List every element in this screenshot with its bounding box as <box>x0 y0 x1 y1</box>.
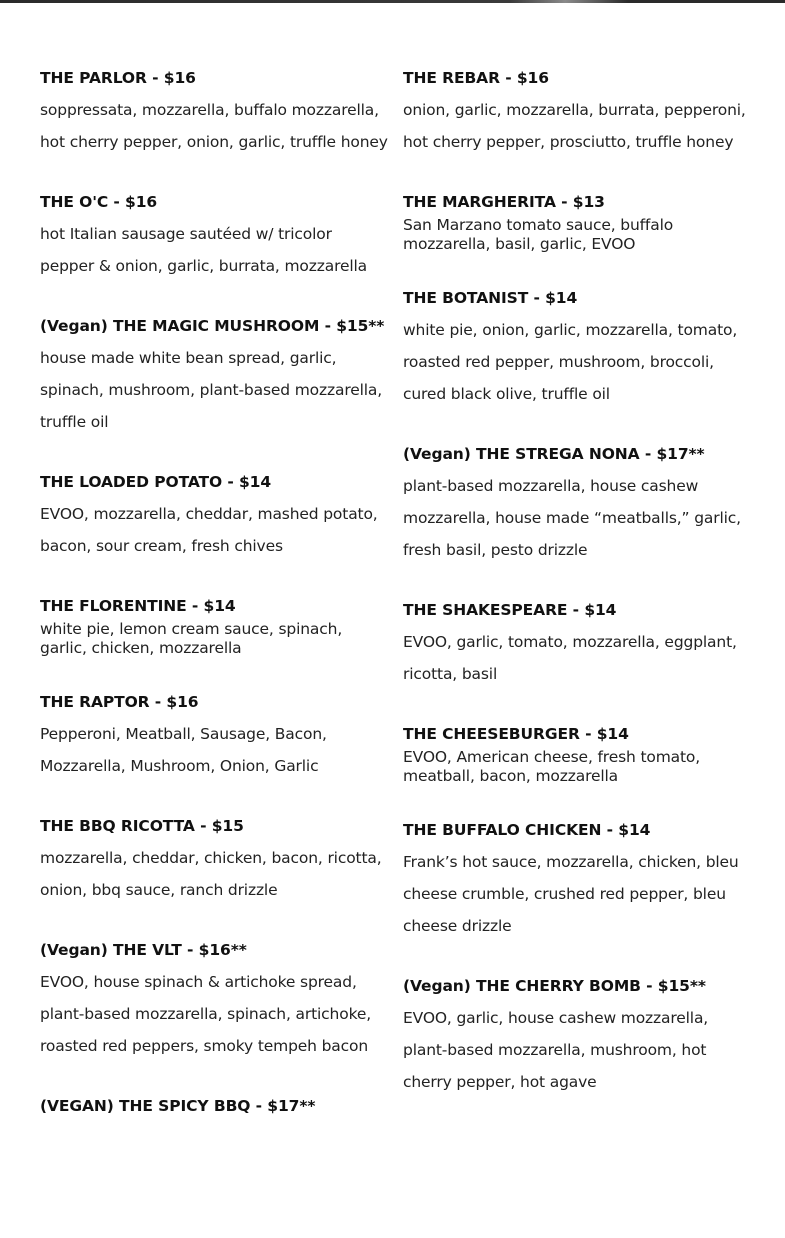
menu-item-name: (Vegan) THE STREGA NONA - $17** <box>403 445 705 463</box>
menu-item-description: EVOO, mozzarella, cheddar, mashed potato, bacon, sour cream, fresh chives <box>40 505 378 555</box>
menu-item-description: onion, garlic, mozzarella, burrata, pepperoni, hot cherry pepper, prosciutto, truffle honey <box>403 101 746 151</box>
menu-item-name: THE SHAKESPEARE - $14 <box>403 601 617 619</box>
menu-item-description: San Marzano tomato sauce, buffalo mozzarella, basil, garlic, EVOO <box>403 216 674 253</box>
menu-item-description: Pepperoni, Meatball, Sausage, Bacon, Mozzarella, Mushroom, Onion, Garlic <box>40 725 327 775</box>
top-border <box>0 0 785 3</box>
menu-item-name: (VEGAN) THE SPICY BBQ - $17** <box>40 1097 316 1115</box>
menu-item-name: THE LOADED POTATO - $14 <box>40 473 272 491</box>
menu-item-name: THE REBAR - $16 <box>403 69 549 87</box>
menu-item <box>40 66 390 158</box>
menu-item <box>40 938 390 1062</box>
menu-item-description: EVOO, garlic, tomato, mozzarella, eggplant, ricotta, basil <box>403 633 737 683</box>
menu-item <box>40 314 390 438</box>
menu-item <box>403 818 748 942</box>
menu-item <box>403 722 748 786</box>
menu-item <box>403 974 748 1098</box>
menu-item-name: THE BOTANIST - $14 <box>403 289 578 307</box>
menu-item-name: THE CHEESEBURGER - $14 <box>403 725 629 743</box>
menu-item-name: THE MARGHERITA - $13 <box>403 193 605 211</box>
menu-item-description: EVOO, house spinach & artichoke spread, plant-based mozzarella, spinach, artichoke, roasted red peppers, smoky tempeh bacon <box>40 973 372 1055</box>
menu-item-name: THE RAPTOR - $16 <box>40 693 199 711</box>
menu-item-description: plant-based mozzarella, house cashew mozzarella, house made “meatballs,” garlic, fresh basil, pesto drizzle <box>403 477 741 559</box>
menu-item <box>40 1094 390 1118</box>
menu-item <box>403 190 748 254</box>
menu-item-description: soppressata, mozzarella, buffalo mozzarella, hot cherry pepper, onion, garlic, truffle honey <box>40 101 388 151</box>
menu-item-name: THE FLORENTINE - $14 <box>40 597 236 615</box>
menu-item-description: hot Italian sausage sautéed w/ tricolor pepper & onion, garlic, burrata, mozzarella <box>40 225 368 275</box>
menu-item <box>403 598 748 690</box>
menu-column-right <box>403 66 748 1130</box>
menu-item-description: white pie, lemon cream sauce, spinach, garlic, chicken, mozzarella <box>40 620 343 657</box>
menu-item-name: (Vegan) THE VLT - $16** <box>40 941 247 959</box>
menu-item <box>40 470 390 562</box>
menu-item-description: white pie, onion, garlic, mozzarella, tomato, roasted red pepper, mushroom, broccoli, cured black olive, truffle oil <box>403 321 738 403</box>
menu-item <box>40 190 390 282</box>
menu-item <box>403 66 748 158</box>
menu-item-description: mozzarella, cheddar, chicken, bacon, ricotta, onion, bbq sauce, ranch drizzle <box>40 849 382 899</box>
menu-item <box>40 594 390 658</box>
menu-item <box>40 690 390 782</box>
menu-item-name: THE BUFFALO CHICKEN - $14 <box>403 821 651 839</box>
menu-column-left <box>40 66 390 1150</box>
menu-item-description: EVOO, American cheese, fresh tomato, meatball, bacon, mozzarella <box>403 748 701 785</box>
menu-item-description: EVOO, garlic, house cashew mozzarella, plant-based mozzarella, mushroom, hot cherry pepper, hot agave <box>403 1009 709 1091</box>
menu-item-name: (Vegan) THE MAGIC MUSHROOM - $15** <box>40 317 385 335</box>
menu-item <box>403 442 748 566</box>
menu-item-name: THE O'C - $16 <box>40 193 158 211</box>
menu-item-name: THE PARLOR - $16 <box>40 69 196 87</box>
menu-item-name: (Vegan) THE CHERRY BOMB - $15** <box>403 977 706 995</box>
menu-item-name: THE BBQ RICOTTA - $15 <box>40 817 244 835</box>
menu-item <box>40 814 390 906</box>
menu-item-description: Frank’s hot sauce, mozzarella, chicken, bleu cheese crumble, crushed red pepper, bleu cheese drizzle <box>403 853 739 935</box>
menu-item <box>403 286 748 410</box>
menu-item-description: house made white bean spread, garlic, spinach, mushroom, plant-based mozzarella, truffle oil <box>40 349 383 431</box>
